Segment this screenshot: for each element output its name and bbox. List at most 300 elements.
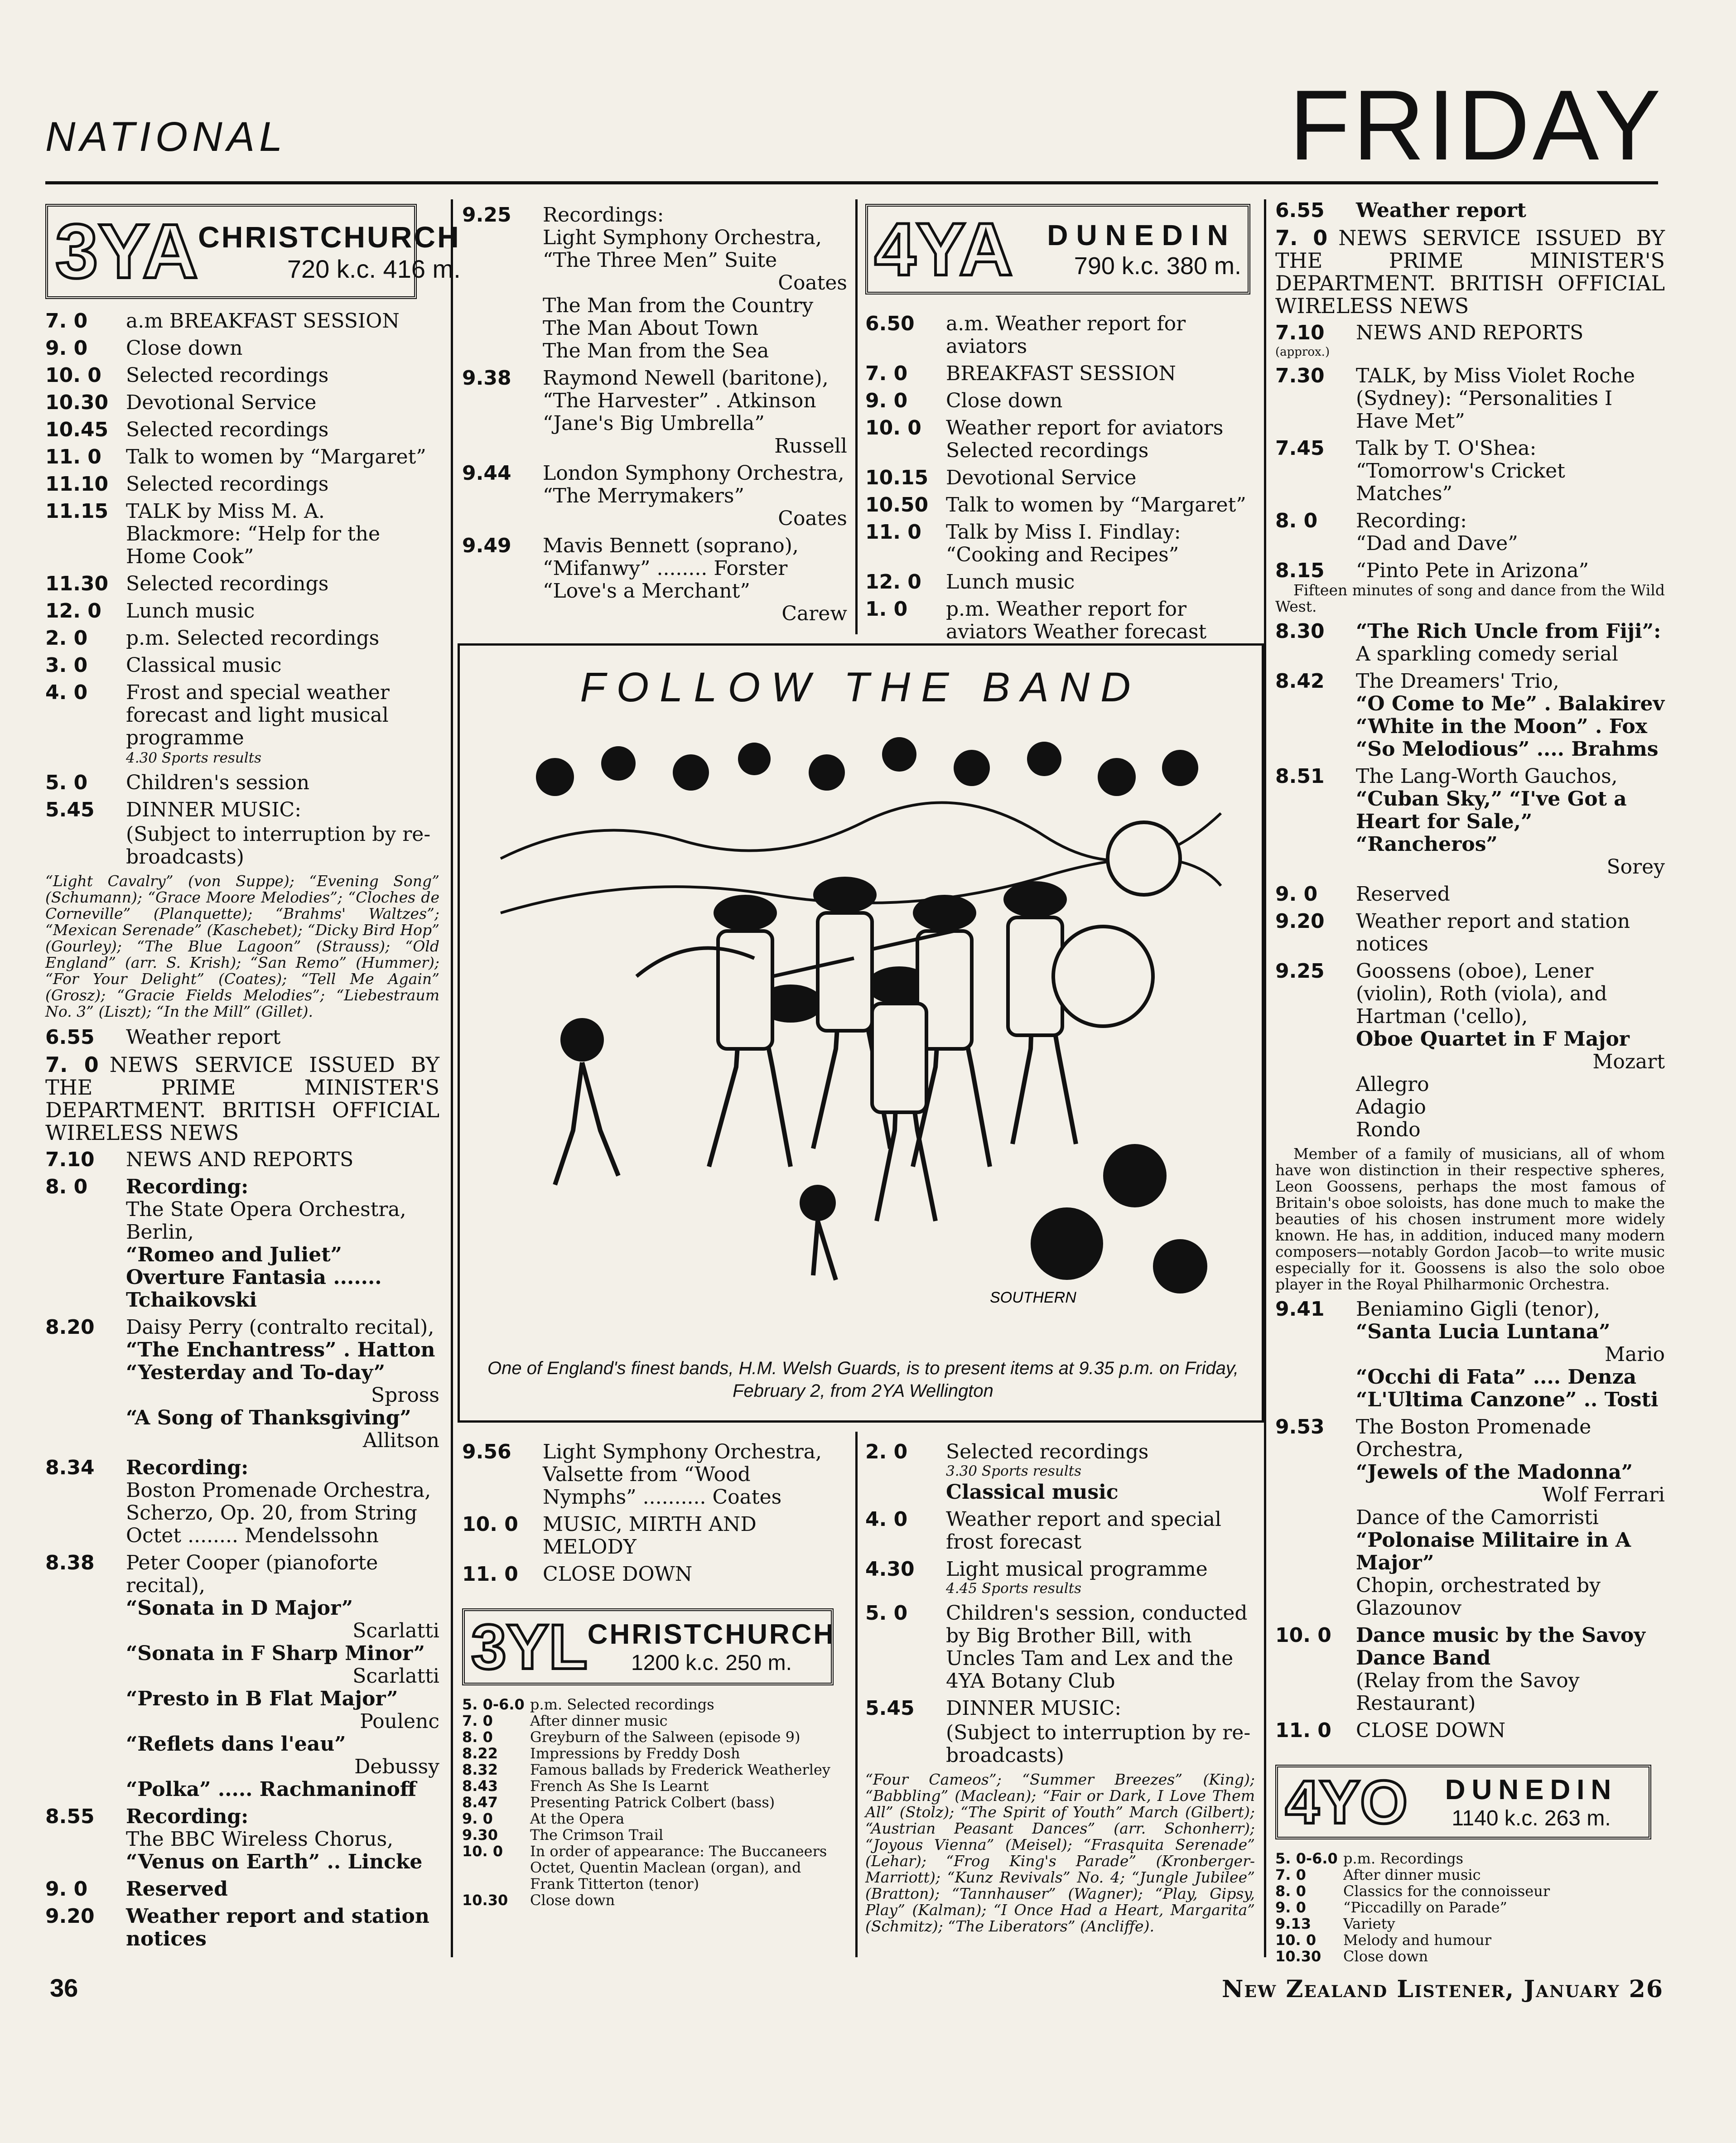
- program-desc: “Santa Lucia Luntana”: [1356, 1320, 1611, 1343]
- program-entry: [865, 362, 1255, 385]
- program-time: 6.55: [1275, 199, 1325, 222]
- program-entry: [1275, 199, 1665, 222]
- program-entry: [45, 337, 439, 360]
- column-rule-2: [855, 199, 858, 634]
- program-desc: “Love's a Merchant”: [543, 579, 750, 603]
- program-desc: The Dreamers' Trio,: [1356, 670, 1559, 693]
- program-entry: [45, 573, 439, 595]
- column-rule-4: [1264, 199, 1266, 1957]
- feature-title: FOLLOW THE BAND: [580, 664, 1142, 710]
- program-entry: [865, 494, 1255, 516]
- program-entry: [45, 600, 439, 623]
- program-desc: “Pinto Pete in Arizona”: [1356, 559, 1589, 582]
- program-desc: Oboe Quartet in F Major: [1356, 1028, 1630, 1051]
- program-time: 5.45: [865, 1697, 915, 1720]
- program-entry: [462, 1729, 847, 1745]
- program-time: 8.51: [1275, 765, 1325, 788]
- program-entry: [1275, 510, 1665, 555]
- program-time: 8.32: [462, 1761, 498, 1778]
- program-entry: [45, 654, 439, 677]
- program-desc: DINNER MUSIC:: [126, 798, 302, 821]
- program-desc: Light Symphony Orchestra, Valsette from “Wood Nymphs” .......... Coates: [543, 1440, 822, 1509]
- program-desc: The Boston Promenade Orchestra,: [1356, 1415, 1591, 1461]
- program-desc: Talk by T. O'Shea: “Tomorrow's Cricket Matches”: [1356, 437, 1565, 505]
- program-time: 11.30: [45, 572, 109, 595]
- feature-box: [458, 643, 1264, 1423]
- program-desc: Weather report: [1356, 199, 1526, 222]
- program-desc: Presenting Patrick Colbert (bass): [530, 1794, 775, 1811]
- composer: Debussy: [354, 1755, 439, 1778]
- program-time: 9.53: [1275, 1415, 1325, 1438]
- program-desc: Recording:: [1356, 509, 1467, 532]
- program-time: 7. 0: [45, 309, 88, 333]
- program-time: 9.30: [462, 1826, 498, 1844]
- program-desc: Recording:: [126, 1805, 249, 1828]
- program-time: 5. 0-6.0: [462, 1696, 525, 1713]
- program-desc: Reserved: [1356, 883, 1450, 906]
- logo-4ya: [865, 204, 1250, 294]
- program-time: 7. 0: [1275, 1866, 1306, 1883]
- column-3ya: [45, 204, 461, 1971]
- program-list-4yo: [1275, 1850, 1665, 1964]
- logo-3ya: [45, 204, 461, 299]
- program-time: 9.25: [1275, 960, 1325, 983]
- composer: Spross: [371, 1384, 439, 1407]
- program-entry: [865, 1602, 1255, 1693]
- artist-signature: SOUTHERN: [990, 1289, 1076, 1306]
- program-time: 11. 0: [45, 445, 101, 468]
- program-entry: [1275, 1948, 1665, 1964]
- program-entry: [462, 1745, 847, 1762]
- program-desc: Children's session: [126, 771, 310, 794]
- program-entry: [865, 1481, 1255, 1504]
- program-desc: “Polka” ..... Rachmaninoff: [126, 1778, 416, 1801]
- sports-note: 4.30 Sports results: [126, 750, 261, 766]
- program-entry: [45, 500, 439, 568]
- program-time: 7. 0: [865, 362, 908, 385]
- program-entry: [1275, 1899, 1665, 1916]
- movement: The Man from the Sea: [543, 339, 769, 362]
- program-entry: [1275, 1916, 1665, 1932]
- program-desc: Talk to women by “Margaret”: [946, 493, 1246, 516]
- program-desc: NEWS SERVICE ISSUED BY THE PRIME MINISTER'S DEPARTMENT. BRITISH OFFICIAL WIRELESS NEWS: [1275, 226, 1665, 318]
- program-desc: p.m. Recordings: [1343, 1850, 1464, 1867]
- program-entry: [1275, 1883, 1665, 1899]
- program-entry: [865, 598, 1255, 643]
- program-desc: “Reflets dans l'eau”: [126, 1733, 346, 1756]
- program-entry: [45, 364, 439, 387]
- program-entry: [45, 772, 439, 794]
- program-entry: [865, 521, 1255, 566]
- dinner-subtitle: (Subject to interruption by re-broadcasts): [946, 1721, 1251, 1767]
- movement: The Man from the Country: [543, 294, 814, 317]
- program-list-3ya-b: [45, 772, 439, 821]
- program-list-4ya-afternoon-b: [865, 1508, 1255, 1581]
- program-desc: Dance of the Camorristi: [1356, 1506, 1599, 1529]
- program-desc: “Mifanwy” ........ Forster: [543, 557, 788, 580]
- program-time: 9.56: [462, 1440, 511, 1463]
- program-time: 9.49: [462, 534, 511, 557]
- program-desc: Light musical programme: [946, 1558, 1208, 1581]
- program-time: 5. 0: [865, 1602, 908, 1625]
- program-time: 11. 0: [1275, 1719, 1331, 1742]
- program-time: 9. 0: [1275, 883, 1318, 906]
- column-2-top: [462, 204, 847, 639]
- program-time: 2. 0: [865, 1440, 908, 1463]
- program-time: 6.55: [45, 1026, 95, 1049]
- program-desc: Greyburn of the Salween (episode 9): [530, 1728, 800, 1746]
- program-desc: Famous ballads by Frederick Weatherley: [530, 1761, 830, 1778]
- program-time: 10.50: [865, 493, 929, 516]
- program-entry: [45, 681, 439, 749]
- program-desc: “Presto in B Flat Major”: [126, 1687, 398, 1710]
- program-time: 1. 0: [865, 598, 908, 621]
- program-desc: Recording:: [126, 1456, 249, 1479]
- program-list-4ya-evening: [865, 1602, 1255, 1720]
- composer: Russell: [774, 434, 847, 458]
- program-desc: Talk by Miss I. Findlay: “Cooking and Recipes”: [946, 521, 1181, 566]
- program-time: 10. 0: [865, 416, 921, 439]
- program-time: 9.41: [1275, 1298, 1325, 1321]
- program-desc: “White in the Moon” . Fox: [1356, 715, 1648, 738]
- program-desc: Classical music: [126, 654, 282, 677]
- program-desc: p.m. Selected recordings: [126, 627, 380, 650]
- station-frequency-4ya: 790 k.c. 380 m.: [1074, 252, 1241, 280]
- program-desc: p.m. Selected recordings: [530, 1696, 714, 1713]
- program-desc: “Sonata in D Major”: [126, 1597, 353, 1620]
- program-time: 8.43: [462, 1777, 498, 1795]
- composer: Sorey: [1606, 855, 1665, 878]
- program-entry: [45, 823, 439, 869]
- program-entry: [1275, 1298, 1665, 1411]
- program-entry: [865, 1697, 1255, 1720]
- program-desc: Impressions by Freddy Dosh: [530, 1745, 740, 1762]
- program-time: 10.30: [45, 391, 109, 414]
- program-time: 9. 0: [1275, 1899, 1306, 1916]
- program-desc: Selected recordings: [126, 572, 329, 595]
- program-desc: Peter Cooper (pianoforte recital),: [126, 1551, 378, 1597]
- program-desc: MUSIC, MIRTH AND MELODY: [543, 1513, 757, 1559]
- program-desc: p.m. Weather report for aviators Weather forecast: [946, 598, 1207, 643]
- program-time: 7.10: [45, 1148, 95, 1171]
- program-desc: a.m. Weather report for aviators: [946, 312, 1186, 358]
- station-frequency-3yl: 1200 k.c. 250 m.: [631, 1651, 792, 1675]
- program-desc: “Venus on Earth” .. Lincke: [126, 1850, 423, 1873]
- program-desc: “L'Ultima Canzone” .. Tosti: [1356, 1388, 1659, 1411]
- program-time: 8.30: [1275, 620, 1325, 643]
- program-entry: [1275, 620, 1665, 666]
- program-time: 8.55: [45, 1805, 95, 1828]
- program-entry: [45, 1905, 439, 1950]
- program-desc: “So Melodious” .... Brahms: [1356, 738, 1659, 761]
- program-entry: [1275, 1932, 1665, 1948]
- program-desc: Raymond Newell (baritone),: [543, 367, 829, 390]
- program-list-col2-bottom: [462, 1441, 847, 1586]
- station-city-4ya: DUNEDIN: [1047, 219, 1236, 251]
- program-entry: [1275, 765, 1665, 878]
- program-entry: [462, 462, 847, 530]
- composer: Coates: [778, 507, 847, 530]
- program-entry: [865, 1441, 1255, 1463]
- program-time: 8.47: [462, 1794, 498, 1811]
- program-entry: [45, 627, 439, 650]
- program-desc: Beniamino Gigli (tenor),: [1356, 1298, 1601, 1321]
- program-time: 11. 0: [865, 521, 921, 544]
- column-2-bottom: [462, 1441, 847, 1957]
- program-time: 12. 0: [45, 599, 101, 623]
- program-desc: “A Song of Thanksgiving”: [126, 1406, 411, 1429]
- program-time: 5. 0-6.0: [1275, 1850, 1338, 1867]
- program-entry: [45, 446, 439, 468]
- program-list-4ya-afternoon: [865, 1441, 1255, 1463]
- station-city-3yl: CHRISTCHURCH: [587, 1619, 836, 1650]
- program-desc: Classics for the connoisseur: [1343, 1882, 1550, 1900]
- program-desc: “The Enchantress” . Hatton: [126, 1338, 435, 1361]
- column-rule-3: [855, 1432, 858, 1957]
- program-desc: Close down: [530, 1892, 615, 1909]
- program-time: 10.30: [1275, 1948, 1321, 1965]
- program-entry: [45, 419, 439, 441]
- program-desc: Selected recordings: [946, 1440, 1149, 1463]
- program-desc: Lunch music: [126, 599, 255, 623]
- program-time: 3. 0: [45, 654, 88, 677]
- program-time: 8.42: [1275, 670, 1325, 693]
- program-list-col2: [462, 204, 847, 625]
- program-desc: Variety: [1343, 1915, 1395, 1932]
- movement: Rondo: [1356, 1118, 1421, 1141]
- column-4ya: [865, 204, 1255, 643]
- program-entry: [462, 1513, 847, 1559]
- news-service-text: [45, 1053, 439, 1144]
- program-desc: Children's session, conducted by Big Brother Bill, with Uncles Tam and Lex and the 4YA Botany Club: [946, 1602, 1248, 1693]
- program-entry: [45, 310, 439, 333]
- program-entry: [1275, 1416, 1665, 1620]
- program-desc: The Lang-Worth Gauchos,: [1356, 765, 1618, 788]
- program-time: 8.34: [45, 1456, 95, 1479]
- program-desc: TALK by Miss M. A. Blackmore: “Help for the Home Cook”: [126, 500, 381, 568]
- dinner-music-list: “Light Cavalry” (von Suppe); “Evening Song” (Schumann); “Grace Moore Melodies”; “Cloches de Corneville” (Planquette); “Brahms' Waltzes”; “Mexican Serenade” (Kaschebet); “Dicky Bird Hop” (Gourley); “The Blue Lagoon” (Strauss); “Old England” (arr. S. Krish); “San Remo” (Hummer); “For Your Delight” (Coates); “Tell Me Again” (Grosz); “Gracie Fields Melodies”; “Liebestraum No. 3” (Liszt); “In the Mill” (Gillet).: [45, 872, 439, 1020]
- program-entry: [45, 1878, 439, 1901]
- program-time: 7.30: [1275, 364, 1325, 387]
- program-entry: [45, 1457, 439, 1547]
- program-desc: French As She Is Learnt: [530, 1777, 709, 1795]
- program-entry: [1275, 910, 1665, 956]
- station-city-3ya: CHRISTCHURCH: [198, 220, 461, 254]
- news-service-text: [1275, 227, 1665, 317]
- program-time: 10.30: [462, 1892, 508, 1909]
- program-desc: Weather report for aviators Selected recordings: [946, 416, 1224, 462]
- program-entry: [462, 1892, 847, 1908]
- program-desc: “Cuban Sky,” “I've Got a Heart for Sale,” “Rancheros”: [1356, 787, 1627, 856]
- program-desc: NEWS AND REPORTS: [126, 1148, 354, 1171]
- program-desc: Close down: [946, 389, 1063, 412]
- program-entry: [865, 1558, 1255, 1581]
- column-4: [1275, 199, 1665, 1965]
- station-city-4yo: DUNEDIN: [1445, 1774, 1618, 1805]
- program-entry: [45, 1149, 439, 1171]
- program-time: 10.15: [865, 466, 929, 489]
- program-entry: [45, 1552, 439, 1801]
- program-desc: “Jane's Big Umbrella”: [543, 412, 765, 435]
- program-entry: [462, 1713, 847, 1729]
- program-desc: a.m BREAKFAST SESSION: [126, 309, 400, 333]
- program-time: 8. 0: [45, 1175, 88, 1198]
- program-entry: [1275, 560, 1665, 582]
- program-desc: “Yesterday and To-day”: [126, 1361, 386, 1384]
- program-desc: “Romeo and Juliet” Overture Fantasia ....... Tchaikovski: [126, 1243, 382, 1312]
- program-time: 6.50: [865, 312, 915, 335]
- program-time: 7.45: [1275, 437, 1325, 460]
- program-desc: After dinner music: [1343, 1866, 1481, 1883]
- program-time: 9.38: [462, 367, 511, 390]
- station-call-4yo: 4YO: [1285, 1768, 1408, 1836]
- column-rule-1: [451, 199, 453, 1957]
- program-time: 8.38: [45, 1551, 95, 1574]
- page-number: 36: [50, 1974, 78, 2002]
- program-desc: A sparkling comedy serial: [1356, 642, 1619, 666]
- program-entry: [1275, 1719, 1665, 1742]
- program-entry: [1275, 670, 1665, 761]
- movement: Allegro: [1356, 1073, 1429, 1096]
- station-frequency-3ya: 720 k.c. 416 m.: [287, 254, 461, 283]
- program-entry: [462, 1843, 847, 1892]
- program-time: 7. 0: [462, 1712, 493, 1729]
- program-desc: Talk to women by “Margaret”: [126, 445, 426, 468]
- program-desc: CLOSE DOWN: [543, 1563, 693, 1586]
- program-list-4ya: [865, 313, 1255, 643]
- program-entry: [462, 1563, 847, 1586]
- program-time: 9.13: [1275, 1915, 1311, 1932]
- program-desc: “The Harvester” . Atkinson: [543, 389, 816, 412]
- program-time: 9.20: [1275, 910, 1325, 933]
- station-call-3yl: 3YL: [471, 1611, 588, 1682]
- program-entry: [45, 391, 439, 414]
- program-time: 10. 0: [1275, 1624, 1331, 1647]
- program-entry: [462, 1827, 847, 1843]
- network-heading: NATIONAL: [45, 114, 287, 160]
- program-entry: [1275, 960, 1665, 1141]
- program-note: Fifteen minutes of song and dance from the Wild West.: [1275, 581, 1665, 615]
- program-desc: “O Come to Me” . Balakirev: [1356, 692, 1665, 715]
- program-desc: Selected recordings: [126, 418, 329, 441]
- program-entry: [462, 535, 847, 625]
- program-desc: Reserved: [126, 1878, 228, 1901]
- program-desc: Weather report: [126, 1026, 281, 1049]
- program-entry: [865, 1508, 1255, 1554]
- program-desc: “Sonata in F Sharp Minor”: [126, 1642, 425, 1665]
- program-time: 8.15: [1275, 559, 1325, 582]
- program-desc: Recordings:: [543, 203, 664, 227]
- header-rule: [45, 181, 1658, 184]
- program-entry: [865, 417, 1255, 462]
- program-desc: Devotional Service: [946, 466, 1137, 489]
- program-desc: Melody and humour: [1343, 1931, 1492, 1949]
- program-desc: CLOSE DOWN: [1356, 1719, 1506, 1742]
- approx-note: (approx.): [1275, 345, 1330, 359]
- program-time: 8. 0: [1275, 509, 1318, 532]
- program-entry: [462, 1794, 847, 1810]
- program-time: 9.20: [45, 1905, 95, 1928]
- movement: Adagio: [1356, 1096, 1426, 1119]
- program-desc: Classical music: [946, 1481, 1119, 1504]
- program-entry: [865, 571, 1255, 594]
- program-desc: “Occhi di Fata” .... Denza: [1356, 1366, 1637, 1389]
- program-desc: Boston Promenade Orchestra, Scherzo, Op. 20, from String Octet ........ Mendelssohn: [126, 1479, 431, 1547]
- program-time: 9. 0: [45, 337, 88, 360]
- composer: Scarlatti: [352, 1665, 439, 1688]
- program-time: 9. 0: [865, 389, 908, 412]
- goossens-note: Member of a family of musicians, all of whom have won distinction in their respective spheres, Leon Goossens, perhaps the most famous of Britain's oboe soloists, has done much to make the beauties of his chosen instrument more widely known. He has, in addition, induced many modern composers—notably Gordon Jacob—to write music especially for it. Goossens is also the solo oboe player in the Royal Philharmonic Orchestra.: [1275, 1145, 1665, 1293]
- program-entry: [462, 1696, 847, 1713]
- program-time: 2. 0: [45, 627, 88, 650]
- composer: Mozart: [1592, 1050, 1665, 1073]
- program-list-3yl: [462, 1696, 847, 1908]
- program-entry: [865, 1722, 1255, 1767]
- feature-caption: One of England's finest bands, H.M. Welsh Guards, is to present items at 9.35 p.m. on Friday, February 2, from 2YA Wellington: [487, 1358, 1239, 1401]
- program-desc: Lunch music: [946, 570, 1075, 594]
- program-desc: In order of appearance: The Buccaneers Octet, Quentin Maclean (organ), and Frank Titterton (tenor): [530, 1843, 827, 1892]
- program-desc: Selected recordings: [126, 473, 329, 496]
- program-entry: [865, 390, 1255, 412]
- program-time: 4.30: [865, 1558, 915, 1581]
- program-entry: [1275, 365, 1665, 433]
- program-time: 10. 0: [462, 1513, 518, 1536]
- program-time: 7. 0: [1275, 226, 1328, 250]
- program-entry: [462, 204, 847, 362]
- program-desc: Mavis Bennett (soprano),: [543, 534, 799, 557]
- program-entry: [1275, 1867, 1665, 1883]
- program-entry: [45, 473, 439, 496]
- program-time: 8.20: [45, 1316, 95, 1339]
- program-time: 5.45: [45, 798, 95, 821]
- program-entry: [1275, 1624, 1665, 1715]
- composer: Wolf Ferrari: [1542, 1483, 1665, 1506]
- band-illustration: [501, 723, 1221, 1316]
- program-desc: BREAKFAST SESSION: [946, 362, 1176, 385]
- movement: The Man About Town: [543, 317, 759, 340]
- day-heading: FRIDAY: [1289, 69, 1664, 181]
- program-time: 11. 0: [462, 1563, 518, 1586]
- program-time: 5. 0: [45, 771, 88, 794]
- program-desc: After dinner music: [530, 1712, 668, 1729]
- program-desc: Selected recordings: [126, 364, 329, 387]
- program-desc: Light Symphony Orchestra,: [543, 226, 822, 249]
- program-desc: “Polonaise Militaire in A Major”: [1356, 1529, 1631, 1574]
- program-time: 9.44: [462, 462, 511, 485]
- program-time: 9. 0: [45, 1878, 88, 1901]
- program-desc: Frost and special weather forecast and light musical programme: [126, 681, 390, 749]
- program-desc: (Relay from the Savoy Restaurant): [1356, 1669, 1580, 1715]
- program-desc: Close down: [126, 337, 243, 360]
- program-entry: [865, 467, 1255, 489]
- program-time: 10. 0: [462, 1843, 503, 1860]
- program-desc: Devotional Service: [126, 391, 317, 414]
- program-time: 4. 0: [865, 1508, 908, 1531]
- program-time: 10. 0: [1275, 1931, 1316, 1949]
- program-desc: Weather report and special frost forecast: [946, 1508, 1221, 1554]
- program-desc: Dance music by the Savoy Dance Band: [1356, 1624, 1645, 1670]
- program-time: 7. 0: [45, 1052, 99, 1077]
- program-time: 10. 0: [45, 364, 101, 387]
- program-time: 9.25: [462, 203, 511, 227]
- dinner-subtitle: (Subject to interruption by re-broadcasts): [126, 823, 431, 869]
- station-call-3ya: 3YA: [55, 208, 198, 294]
- composer: Scarlatti: [352, 1619, 439, 1642]
- program-time: 4. 0: [45, 681, 88, 704]
- program-desc: Close down: [1343, 1948, 1428, 1965]
- program-desc: Recording:: [126, 1175, 249, 1198]
- program-desc: TALK, by Miss Violet Roche (Sydney): “Personalities I Have Met”: [1356, 364, 1635, 433]
